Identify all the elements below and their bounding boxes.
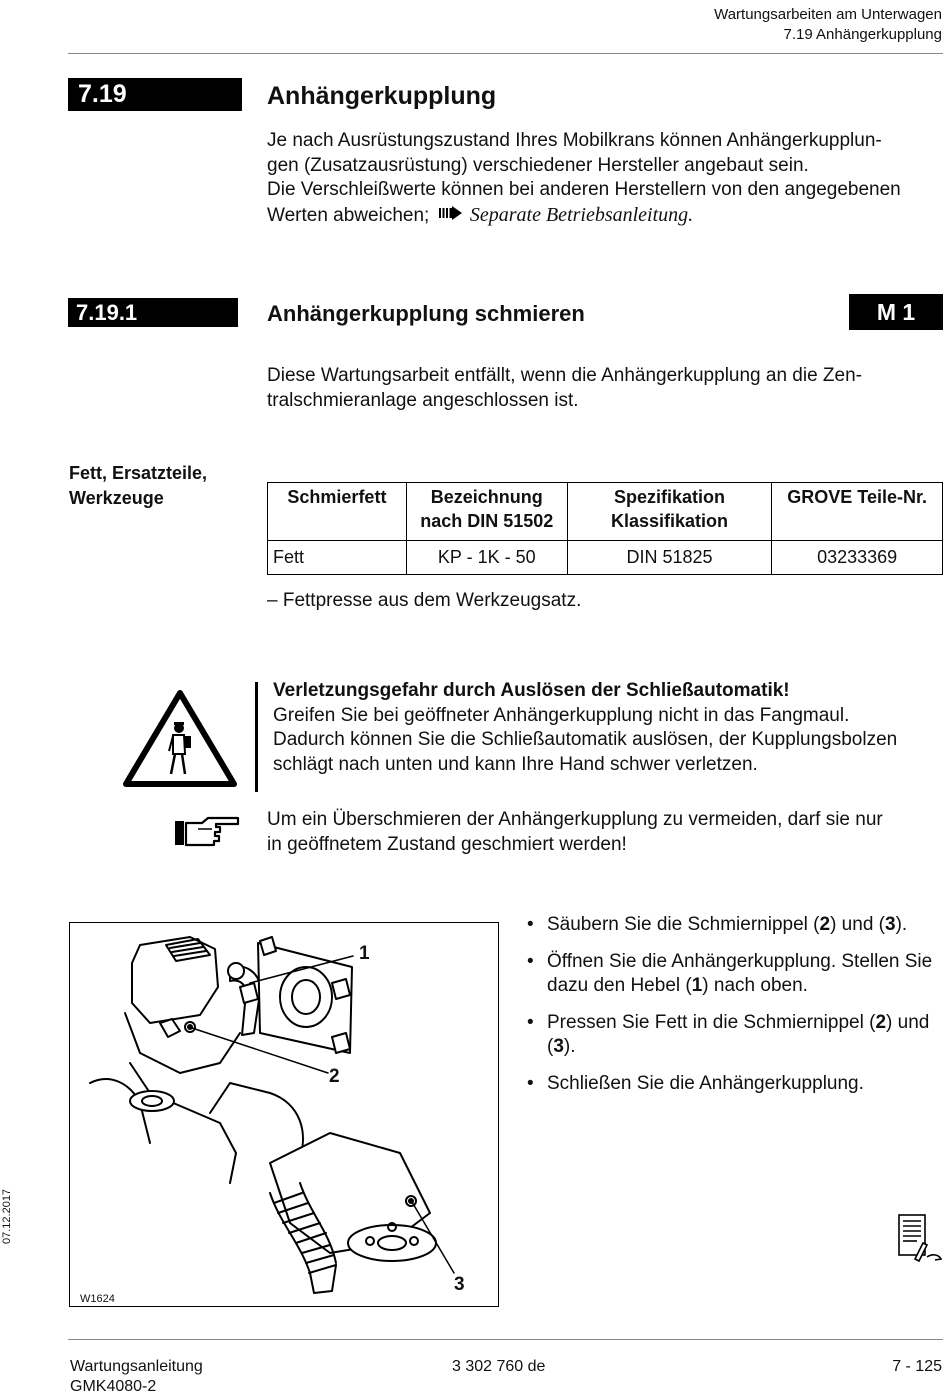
- subsection-number: 7.19.1: [68, 298, 238, 327]
- maintenance-level-badge: M 1: [849, 294, 943, 330]
- reference-link[interactable]: Separate Betriebsanleitung: [469, 203, 689, 226]
- tool-note: – Fettpresse aus dem Werkzeugsatz.: [267, 590, 582, 611]
- footer-rule: [68, 1339, 943, 1340]
- table-header-cell: GROVE Teile-Nr.: [772, 483, 943, 541]
- trailer-coupling-drawing: [70, 923, 498, 1306]
- section-number: 7.19: [68, 78, 242, 111]
- reference-arrow-icon: [439, 203, 463, 228]
- table-cell: DIN 51825: [567, 541, 772, 575]
- warning-person-icon: [122, 688, 238, 793]
- step-list: [527, 913, 937, 1108]
- warning-heading: Verletzungsgefahr durch Auslösen der Schließautomatik!: [273, 680, 790, 701]
- table-cell: 03233369: [772, 541, 943, 575]
- section-title: Anhängerkupplung: [267, 82, 497, 110]
- table-cell: Fett: [268, 541, 407, 575]
- table-header-cell: Spezifikation Klassifikation: [567, 483, 772, 541]
- table-row: [268, 541, 943, 575]
- footer-document-number: 3 302 760 de: [452, 1358, 546, 1375]
- table-header-cell: Bezeichnung nach DIN 51502: [406, 483, 567, 541]
- header-rule: [68, 53, 943, 54]
- list-item: • Schließen Sie die Anhängerkupplung.: [527, 1072, 937, 1097]
- header-section: 7.19 Anhängerkupplung: [783, 26, 942, 43]
- table-header-cell: Schmierfett: [268, 483, 407, 541]
- running-header: [714, 5, 942, 45]
- footer-left: Wartungsanleitung GMK4080-2: [70, 1358, 203, 1395]
- side-date: 07.12.2017: [1, 1188, 13, 1244]
- header-chapter: Wartungsarbeiten am Unterwagen: [714, 6, 942, 23]
- warning-text: Verletzungsgefahr durch Auslösen der Schließautomatik! Greifen Sie bei geöffneter Anhängerkupplung nicht in das Fangmaul. Dadurch können Sie die Schließautomatik auslösen, der Kupplungsbolzen schlägt nach unten und kann Ihre Hand schwer verletzen.: [273, 679, 945, 777]
- checklist-icon: [897, 1213, 943, 1268]
- list-item: • Pressen Sie Fett in die Schmiernippel (2) und (3).: [527, 1011, 937, 1060]
- hint-text: Um ein Überschmieren der Anhängerkupplung zu vermeiden, darf sie nur in geöffnetem Zustand geschmiert werden!: [267, 809, 883, 855]
- grease-table-header-row: [268, 483, 943, 541]
- materials-label: Fett, Ersatzteile, Werkzeuge: [69, 463, 208, 508]
- grease-table: [267, 482, 943, 575]
- callout-2: 2: [329, 1066, 340, 1087]
- coupling-figure: [69, 922, 499, 1307]
- figure-id: W1624: [80, 1293, 115, 1305]
- subsection-title: Anhängerkupplung schmieren: [267, 301, 585, 326]
- list-item: • Öffnen Sie die Anhängerkupplung. Stellen Sie dazu den Hebel (1) nach oben.: [527, 950, 937, 999]
- warning-bar: [255, 682, 258, 792]
- pointing-hand-icon: [174, 815, 240, 854]
- page-number: 7 - 125: [892, 1358, 942, 1375]
- section-intro: Je nach Ausrüstungszustand Ihres Mobilkrans können Anhängerkupplun- gen (Zusatzausrüstung) verschiedener Hersteller angebaut sein. Die Verschleißwerte können bei anderen Herstellern von den angegebenen Werten abweichen; Separate Betriebsanleitung.: [267, 129, 947, 228]
- callout-1: 1: [359, 943, 370, 964]
- list-item: • Säubern Sie die Schmiernippel (2) und (3).: [527, 913, 937, 938]
- callout-3: 3: [454, 1274, 465, 1295]
- table-cell: KP - 1K - 50: [406, 541, 567, 575]
- subsection-note: Diese Wartungsarbeit entfällt, wenn die Anhängerkupplung an die Zen- tralschmieranlage angeschlossen ist.: [267, 365, 863, 411]
